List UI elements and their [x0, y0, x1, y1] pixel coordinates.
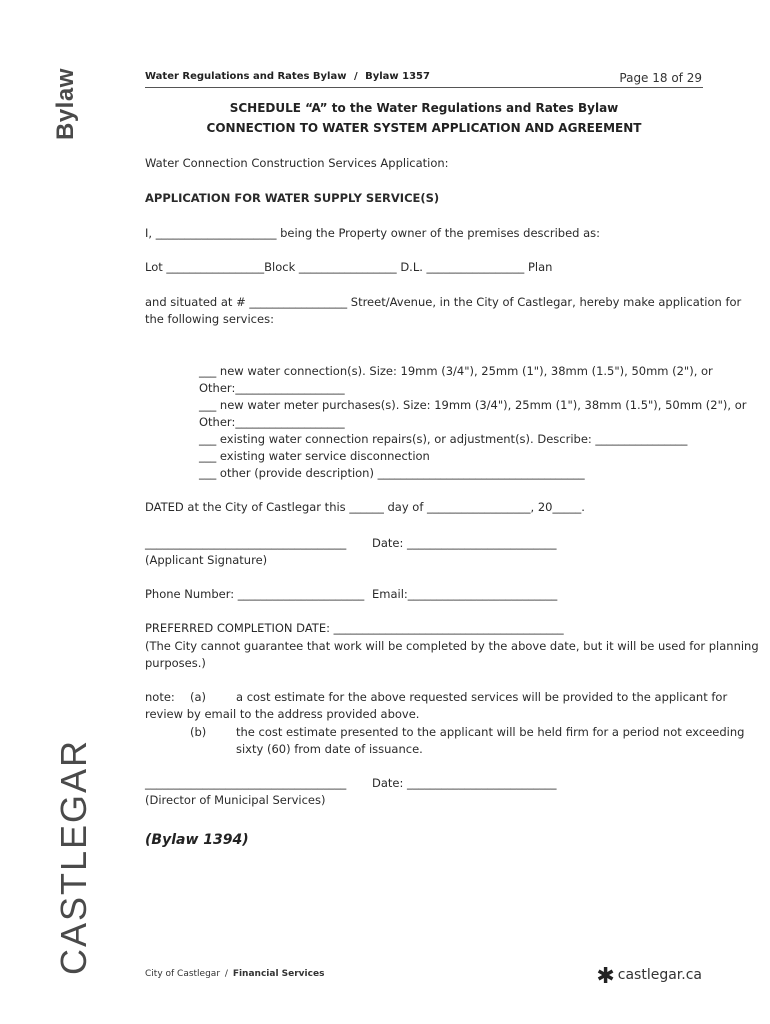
situated-line-cont: the following services: [145, 312, 274, 326]
footer-department: Financial Services [232, 969, 325, 979]
agreement-title: CONNECTION TO WATER SYSTEM APPLICATION AND AGREEMENT [206, 121, 642, 135]
note-a-text: a cost estimate for the above requested services will be provided to the applicant for [236, 690, 728, 704]
lot-line: Lot _________________Block _________________ D.L. _________________ Plan [145, 260, 553, 274]
service-repairs: ___ existing water connection repairs(s), or adjustment(s). Describe: ________________ [199, 432, 688, 446]
header-bylaw-title: Water Regulations and Rates Bylaw [145, 71, 347, 82]
page-header [145, 71, 430, 82]
director-signature-label: (Director of Municipal Services) [145, 793, 326, 807]
footer-separator: / [224, 969, 228, 979]
phone-number-line: Phone Number: ______________________ [145, 587, 365, 601]
service-disconnection: ___ existing water service disconnection [199, 449, 430, 463]
footer-website-text: castlegar.ca [617, 967, 702, 983]
applicant-signature-line: ___________________________________ [145, 536, 347, 550]
service-new-meter-other: Other:___________________ [199, 415, 345, 429]
side-label-bylaw: Bylaw [52, 68, 79, 140]
note-a-text-cont: review by email to the address provided above. [145, 707, 420, 721]
service-new-meter: ___ new water meter purchases(s). Size: 19mm (3/4"), 25mm (1"), 38mm (1.5"), 50mm (2"), or [199, 398, 747, 412]
preferred-completion-note-cont: purposes.) [145, 656, 206, 670]
bylaw-reference: (Bylaw 1394) [145, 832, 249, 848]
header-bylaw-number: Bylaw 1357 [365, 71, 430, 82]
page-footer [145, 969, 324, 979]
note-b-text: the cost estimate presented to the applicant will be held firm for a period not exceeding [236, 725, 745, 739]
service-other: ___ other (provide description) ____________________________________ [199, 466, 585, 480]
applicant-date-line: Date: __________________________ [372, 536, 557, 550]
intro-text: Water Connection Construction Services Application: [145, 156, 449, 170]
note-a-marker: (a) [190, 690, 207, 704]
page-number: Page 18 of 29 [619, 71, 702, 85]
header-separator: / [353, 71, 358, 82]
preferred-completion-note: (The City cannot guarantee that work will be completed by the above date, but it will be used for planning [145, 639, 759, 653]
email-line: Email:__________________________ [372, 587, 558, 601]
director-signature-line: ___________________________________ [145, 776, 347, 790]
side-label-castlegar: CASTLEGAR [53, 738, 94, 975]
schedule-title: SCHEDULE “A” to the Water Regulations and Rates Bylaw [229, 101, 619, 115]
applicant-signature-label: (Applicant Signature) [145, 553, 268, 567]
preferred-completion-date: PREFERRED COMPLETION DATE: ________________________________________ [145, 621, 564, 635]
note-b-marker: (b) [190, 725, 207, 739]
service-new-connection-other: Other:___________________ [199, 381, 345, 395]
dated-line: DATED at the City of Castlegar this ______ day of __________________, 20_____. [145, 500, 585, 514]
header-divider [145, 87, 703, 88]
note-b-text-cont: sixty (60) from date of issuance. [236, 742, 423, 756]
footer-website [596, 964, 702, 989]
owner-line: I, _____________________ being the Property owner of the premises described as: [145, 226, 601, 240]
note-label: note: [145, 690, 175, 704]
service-new-connection: ___ new water connection(s). Size: 19mm (3/4"), 25mm (1"), 38mm (1.5"), 50mm (2"), or [199, 364, 713, 378]
director-date-line: Date: __________________________ [372, 776, 557, 790]
section-heading: APPLICATION FOR WATER SUPPLY SERVICE(S) [145, 191, 440, 205]
situated-line: and situated at # _________________ Street/Avenue, in the City of Castlegar, hereby make application for [145, 295, 742, 309]
footer-city: City of Castlegar [145, 969, 221, 979]
asterisk-icon: ✱ [596, 964, 615, 989]
